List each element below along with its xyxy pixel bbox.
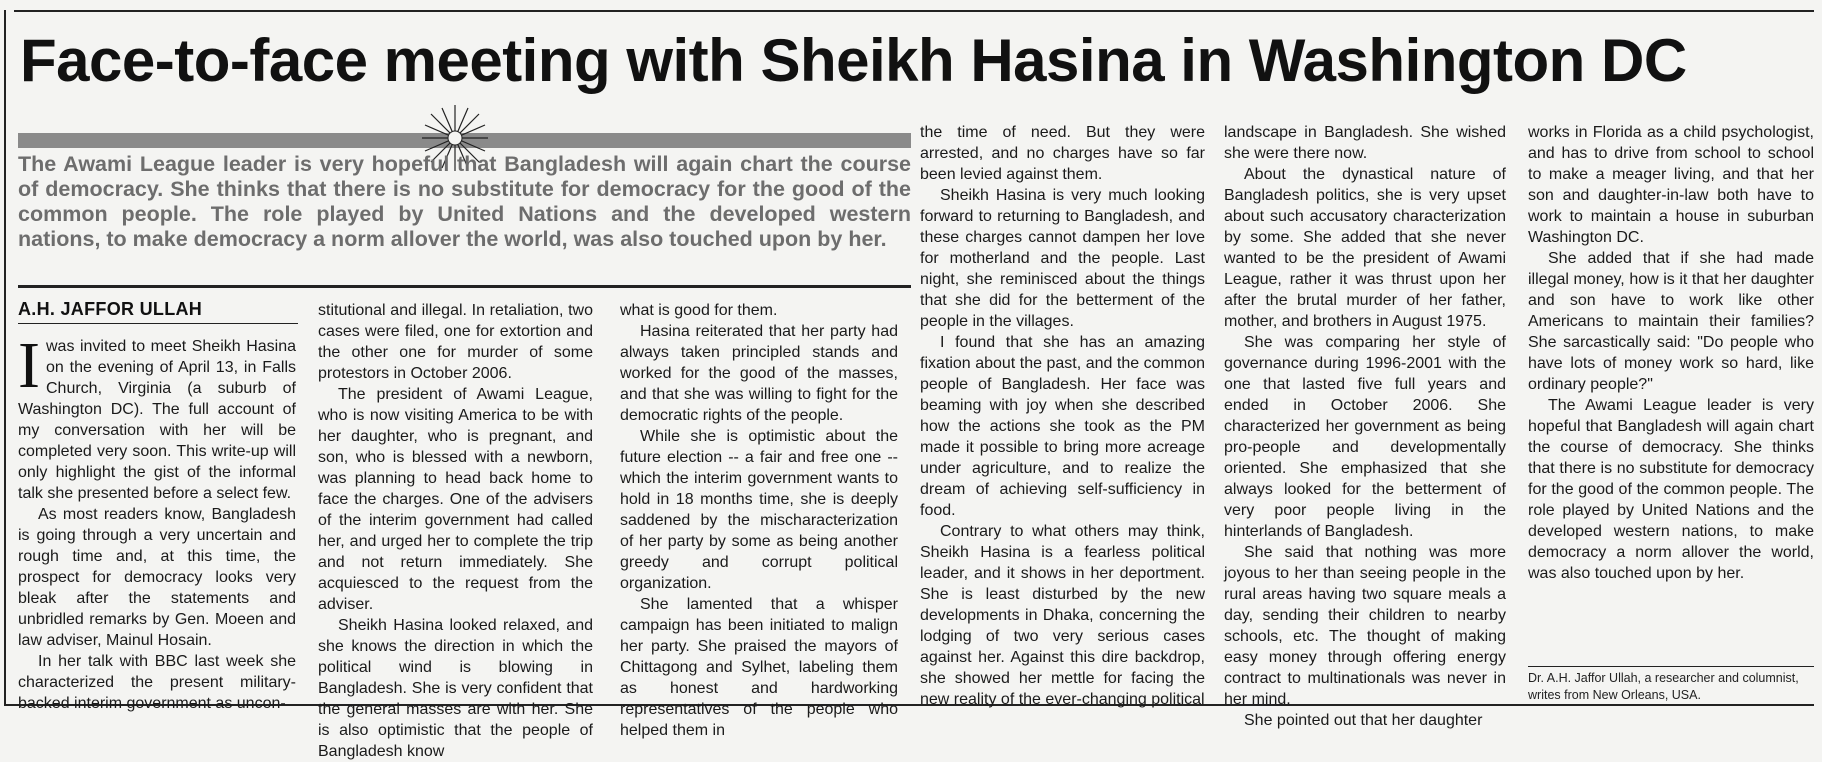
- column-3-paragraph-4: She lamented that a whisper campaign has been initiated to malign her party. She praised the mayors of Chittagong and Sylhet, labeling them as honest and hardworking representatives of the people who helped them in: [620, 596, 898, 739]
- column-6-paragraph-3: The Awami League leader is very hopeful that Bangladesh will again chart the course of democracy. She thinks that there is no substitute for democracy for the good of the common people. The role played by United Nations and the developed western nations, to make democracy a norm allover the world, was also touched upon by her.: [1528, 397, 1814, 582]
- column-2-paragraph-3: Sheikh Hasina looked relaxed, and she knows the direction in which the political wind is blowing in Bangladesh. She is very confident that the general masses are with her. She is also optimistic that the people of Bangladesh know: [318, 617, 593, 760]
- column-4-paragraph-4: Contrary to what others may think, Sheikh Hasina is a fearless political leader, and it shows in her deportment. She is least disturbed by the new developments in Dhaka, concerning the lodging of two very serious cases against her. Against this dire backdrop, she showed her mettle for facing the new reality of the ever-changing political: [920, 523, 1205, 708]
- column-1-paragraph-1-text: was invited to meet Sheikh Hasina on the evening of April 13, in Falls Church, Virginia (a suburb of Washington DC). The full account of my conversation with her will be completed very soon. This write-up will only highlight the gist of the informal talk she presented before a select few.: [18, 338, 296, 502]
- top-rule: [14, 10, 1814, 12]
- column-6-paragraph-2: She added that if she had made illegal money, how is it that her daughter and son have to work like other Americans to maintain their families? She sarcastically said: "Do people who have lots of money work so hard, like ordinary people?": [1528, 250, 1814, 393]
- article-column-3: [620, 300, 898, 741]
- column-2-paragraph-2: The president of Awami League, who is now visiting America to be with her daughter, who is pregnant, and son, who is blessed with a newborn, was planning to head back home to face the charges. One of the advisers of the interim government had called her, and urged her to complete the trip and not return immediately. She acquiesced to the request from the adviser.: [318, 386, 593, 613]
- byline-rule: [18, 323, 298, 324]
- article-column-5: [1224, 122, 1506, 731]
- article-column-4: [920, 122, 1205, 710]
- column-5-paragraph-3: She was comparing her style of governance during 1996-2001 with the one that lasted five full years and ended in October 2006. She characterized her government as being pro-people and developmentally oriented. She emphasized that she always looked for the betterment of very poor people living in the hinterlands of Bangladesh.: [1224, 334, 1506, 540]
- author-note: Dr. A.H. Jaffor Ullah, a researcher and columnist, writes from New Orleans, USA.: [1528, 671, 1799, 702]
- article-column-2: [318, 300, 593, 762]
- column-5-paragraph-1: landscape in Bangladesh. She wished she were there now.: [1224, 124, 1506, 162]
- column-1-paragraph-1: [18, 329, 296, 504]
- left-rule: [4, 10, 6, 706]
- article-column-6: [1528, 122, 1814, 584]
- article-column-1: [18, 329, 296, 714]
- column-6-paragraph-1: works in Florida as a child psychologist, and has to drive from school to school to make a meager living, and that her son and daughter-in-law both have to work to maintain a house in suburban Washington DC.: [1528, 124, 1814, 246]
- column-1-paragraph-3: In her talk with BBC last week she characterized the present military-backed interim government as uncon-: [18, 653, 296, 712]
- column-2-paragraph-1: stitutional and illegal. In retaliation, two cases were filed, one for extortion and the other one for murder of some protestors in October 2006.: [318, 302, 593, 382]
- column-5-paragraph-4: She said that nothing was more joyous to her than seeing people in the rural areas having two square meals a day, sending their children to nearby schools, etc. The thought of making easy money through offering energy contract to multinationals was never in her mind.: [1224, 544, 1506, 708]
- column-3-paragraph-1: what is good for them.: [620, 302, 778, 319]
- column-3-paragraph-2: Hasina reiterated that her party had always taken principled stands and worked for the good of the masses, and that she was willing to fight for the democratic rights of the people.: [620, 323, 898, 424]
- deck-summary: The Awami League leader is very hopeful that Bangladesh will again chart the course of democracy. She thinks that there is no substitute for democracy for the good of the common people. The role played by United Nations and the developed western nations, to make democracy a norm allover the world, was also touched upon by her.: [18, 152, 911, 251]
- column-4-paragraph-3: I found that she has an amazing fixation about the past, and the common people of Bangladesh. Her face was beaming with joy when she described how the actions she took as the PM made it possible to bring more acreage under agriculture, and to realize the dream of achieving self-sufficiency in food.: [920, 334, 1205, 519]
- column-3-paragraph-3: While she is optimistic about the future election -- a fair and free one -- which the interim government wants to hold in 18 months time, she is deeply saddened by the mischaracterization of her party by some as being another greedy and corrupt political organization.: [620, 428, 898, 592]
- headline: Face-to-face meeting with Sheikh Hasina in Washington DC: [20, 27, 1687, 94]
- column-5-paragraph-2: About the dynastical nature of Bangladesh politics, she is very upset about such accusatory characterization by some. She added that she never wanted to be the president of Awami League, rather it was thrust upon her after the brutal murder of her father, mother, and brothers in August 1975.: [1224, 166, 1506, 330]
- deck-bottom-rule: [18, 285, 911, 288]
- column-4-paragraph-1: the time of need. But they were arrested, and no charges have so far been levied against them.: [920, 124, 1205, 183]
- drop-cap: I: [18, 329, 40, 402]
- column-1-paragraph-2: As most readers know, Bangladesh is going through a very uncertain and rough time and, at this time, the prospect for democracy looks very bleak after the statements and unbridled remarks by Gen. Moeen and law adviser, Mainul Hosain.: [18, 506, 296, 649]
- column-4-paragraph-2: Sheikh Hasina is very much looking forward to returning to Bangladesh, and these charges cannot dampen her love for motherland and the people. Last night, she reminisced about the things that she did for the betterment of the people in the villages.: [920, 187, 1205, 330]
- footer-rule: [1528, 666, 1814, 667]
- column-5-paragraph-5: She pointed out that her daughter: [1244, 712, 1483, 729]
- byline: A.H. JAFFOR ULLAH: [18, 299, 203, 319]
